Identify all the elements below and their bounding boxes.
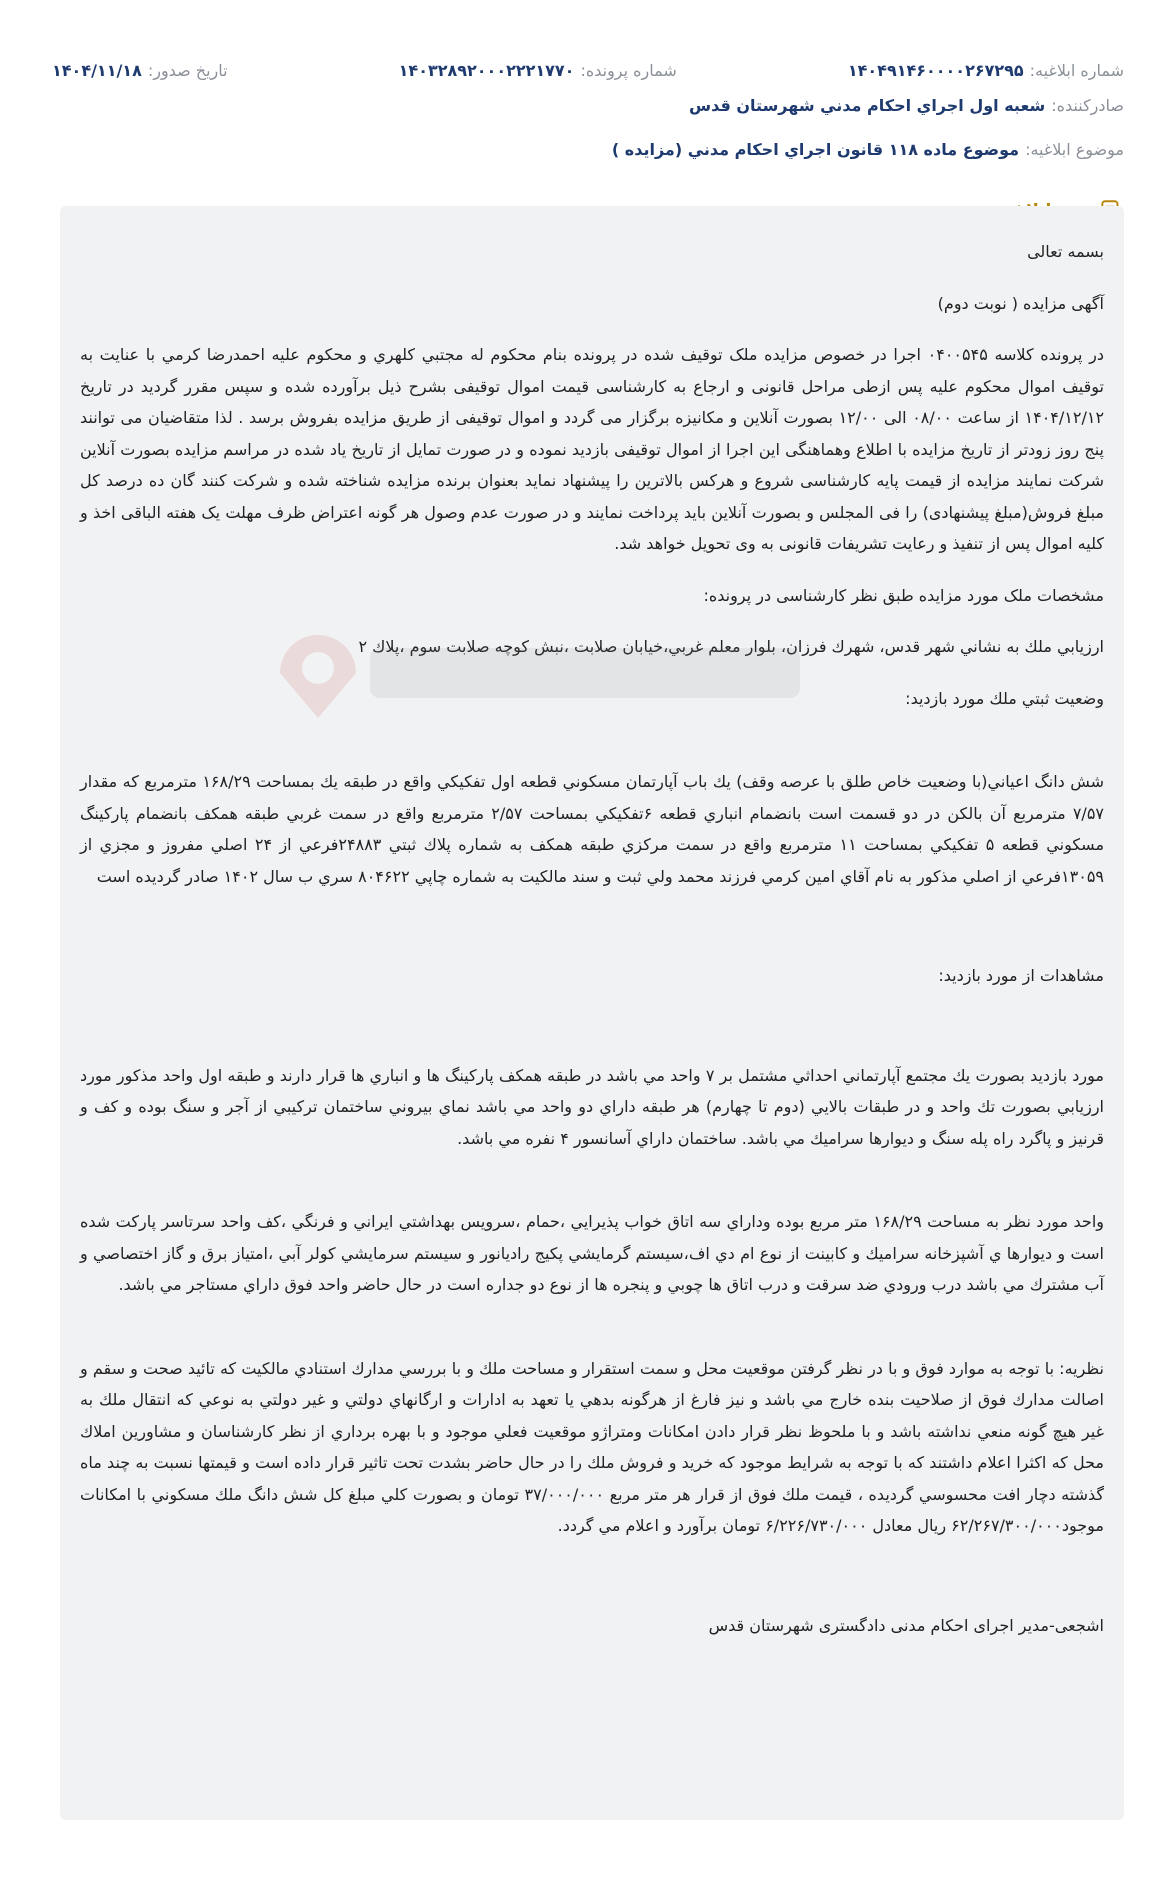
body-paragraph-4: مشخصات ملک مورد مزایده طبق نظر کارشناسی در پرونده:	[703, 585, 1104, 605]
notice-text-box	[60, 206, 1124, 1820]
subject-label: موضوع ابلاغیه:	[1025, 140, 1124, 159]
signature-line: اشجعی-مدیر اجرای احکام مدنی دادگستری شهرستان قدس	[708, 1615, 1104, 1635]
subject-value: موضوع ماده ۱۱۸ قانون اجراي احكام مدني (مزايده )	[611, 140, 1020, 159]
body-paragraph-11: نظريه: با توجه به موارد فوق و با در نظر گرفتن موقعيت محل و سمت استقرار و مساحت ملك و با بررسي مدارك استنادي مالكيت كه تائيد صحت و سقم و اصالت مدارك فوق از صلاحيت بنده خارج مي باشد و نيز فارغ از هرگونه بدهي يا تعهد به ادارات و ارگانهاي دولتي و غير دولتي به نوعي كه انتقال ملك به غير هيچ گونه منعي نداشته باشد و با ملحوظ نظر قرار دادن امكانات ومتراژو موقعيت فعلي موجود و با بهره برداري از نظر كارشناسان و مشاورين املاك محل كه اكثرا اعلام داشتند كه با توجه به شرايط موجود كه خريد و فروش ملك را در حال حاضر بشدت تحت تاثير قرار داده است و قيمتها نسبت به چند ماه گذشته دچار افت محسوسي گرديده ، قيمت ملك فوق از قرار هر متر مربع ۳۷/۰۰۰/۰۰۰ تومان و بصورت كلي مبلغ كل شش دانگ ملك مسكوني با امكانات موجود۶۲/۲۶۷/۳۰۰/۰۰۰ ريال معادل ۶/۲۲۶/۷۳۰/۰۰۰ تومان برآورد و اعلام مي گردد.	[80, 1358, 1104, 1535]
issue-date-value: ۱۴۰۴/۱۱/۱۸	[52, 60, 142, 80]
meta-row	[52, 56, 1124, 84]
notice-number-value: ۱۴۰۴۹۱۴۶۰۰۰۰۲۶۷۲۹۵	[847, 60, 1024, 80]
case-number	[399, 61, 677, 80]
issuer-row	[52, 96, 1124, 115]
body-paragraph-6: وضعيت ثبتي ملك مورد بازديد:	[905, 688, 1104, 708]
case-number-label: شماره پرونده:	[580, 60, 677, 80]
issuer-value: شعبه اول اجراي احكام مدني شهرستان قدس	[689, 96, 1046, 115]
notice-number-label: شماره ابلاغیه:	[1029, 60, 1124, 80]
body-paragraph-2: آگهی مزایده ( نوبت دوم)	[937, 293, 1104, 313]
body-paragraph-8: مشاهدات از مورد بازديد:	[938, 966, 1104, 985]
issue-date-label: تاریخ صدور:	[147, 60, 228, 80]
body-paragraph-9: مورد بازديد بصورت يك مجتمع آپارتماني احداثي مشتمل بر ۷ واحد مي باشد در طبقه همكف پاركينگ ها و انباري ها قرار دارند و طبقه اول واحد مذكور مورد ارزيابي بصورت تك واحد و در طبقات بالايي (دوم تا چهارم) هر طبقه داراي دو واحد مي باشد نماي بيروني ساختمان تركيبي از آجر و سنگ بوده و كف و قرنيز و پاگرد راه پله سنگ و ديوارها سراميك مي باشد. ساختمان داراي آسانسور ۴ نفره مي باشد.	[80, 1065, 1104, 1148]
issuer-label: صادرکننده:	[1051, 96, 1124, 115]
body-paragraph-7: شش دانگ اعياني(با وضعيت خاص طلق با عرصه وقف) يك باب آپارتمان مسكوني قطعه اول تفكيكي واقع در طبقه يك بمساحت ۱۶۸/۲۹ مترمربع كه مقدار ۷/۵۷ مترمربع آن بالكن در دو قسمت است بانضمام انباري قطعه ۶تفكيكي بمساحت ۲/۵۷ مترمربع واقع در سمت غربي طبقه همكف بانضمام پاركينگ مسكوني قطعه ۵ تفكيكي بمساحت ۱۱ مترمربع واقع در سمت مركزي طبقه همكف به شماره پلاك ثبتي ۲۴۸۸۳فرعي از ۲۴ اصلي مفروز و مجزي از ۱۳۰۵۹فرعي از اصلي مذكور به نام آقاي امين كرمي فرزند محمد ولي ثبت و سند مالكيت به شماره چاپي ۸۰۴۶۲۲ سري ب سال ۱۴۰۲ صادر گرديده است	[80, 772, 1105, 886]
body-paragraph-3: در پرونده کلاسه ۰۴۰۰۵۴۵ اجرا در خصوص مزایده ملک توقیف شده در پرونده بنام محکوم له مجتبي كلهري و محکوم علیه احمدرضا كرمي با عنایت به توقیف اموال محکوم علیه پس ازطی مراحل قانونی و ارجاع به کارشناسی قیمت اموال توقیفی بشرح ذیل برآورده شده و سپس مقرر گردید در تاریخ ۱۴۰۴/۱۲/۱۲ از ساعت ۰۸/۰۰ الی ۱۲/۰۰ بصورت آنلاین و مکانیزه برگزار می گردد و اموال توقیفی از طریق مزایده بفروش برسد . لذا متقاضیان می توانند پنج روز زودتر از تاریخ مزایده با اطلاع وهماهنگی این اجرا از اموال توقیفی بازدید نموده و در صورت تمایل از تاریخ یاد شده در مراسم مزایده بصورت آنلاین شرکت نمایند مزایده از قیمت پایه کارشناسی شروع و هرکس بالاترین را پیشنهاد نماید بعنوان برنده مزایده شناخته شده و شرکت کنند گان ده درصد کل مبلغ فروش(مبلغ پیشنهادی) را فی المجلس و بصورت آنلاین باید پرداخت نمایند و در صورت عدم وصول هر گونه اعتراض ظرف مهلت یک هفته الباقی اخذ و کلیه اموال پس از تنفیذ و رعایت تشریفات قانونی به وی تحویل خواهد شد.	[80, 345, 1105, 553]
notice-number	[848, 61, 1124, 80]
body-paragraph-10: واحد مورد نظر به مساحت ۱۶۸/۲۹ متر مربع بوده وداراي سه اتاق خواب پذيرايي ،حمام ،سرويس بهداشتي ايراني و فرنگي ،كف واحد سرتاسر پاركت شده است و ديوارها ي آشپزخانه سراميك و كابينت از نوع ام دي اف،سيستم گرمايشي پكيج راديانور و سيستم سرمايشي كولر آبي ،امتياز برق و گاز اختصاصي و آب مشترك مي باشد درب ورودي ضد سرقت و درب اتاق ها چوبي و پنجره ها از نوع دو جداره است در حال حاضر واحد فوق داراي مستاجر مي باشد.	[80, 1212, 1104, 1294]
body-paragraph-1: بسمه تعالی	[1027, 242, 1104, 261]
subject-row	[52, 140, 1124, 159]
body-paragraph-5: ارزيابي ملك به نشاني شهر قدس، شهرك فرزان، بلوار معلم غربي،خيابان صلابت ،نبش كوچه صلابت سوم ،پلاك ۲	[358, 637, 1104, 656]
case-number-value: ۱۴۰۳۲۸۹۲۰۰۰۲۲۲۱۷۷۰	[398, 60, 575, 80]
issue-date	[52, 61, 228, 80]
